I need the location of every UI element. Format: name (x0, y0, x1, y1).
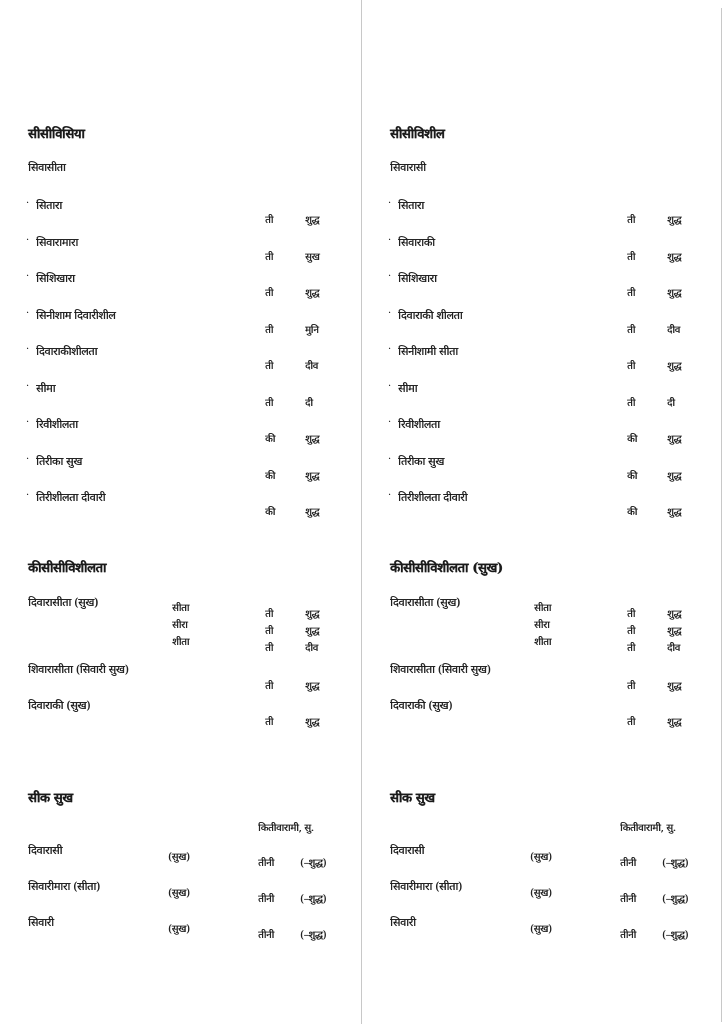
row-value-b: दीव (305, 361, 318, 372)
row-value-b: शुद्ध (667, 288, 682, 299)
row-value-b: शुद्ध (667, 361, 682, 372)
bullet-mark: · (26, 490, 30, 501)
row-value-b: शुद्ध (667, 434, 682, 445)
row-unit: (सुख) (530, 852, 552, 863)
row-value-b: दीव (667, 324, 680, 336)
bullet-mark: · (388, 198, 392, 209)
row-value-b: दी (305, 397, 313, 409)
row-label: सीमा (36, 381, 56, 395)
row-value-a: ती (265, 251, 273, 263)
row-value-a: ती (265, 609, 273, 620)
row-value-a: की (627, 470, 637, 482)
bullet-mark: · (388, 417, 392, 428)
section-subtitle: सिवासीता (28, 161, 66, 174)
bullet-mark: · (26, 453, 30, 465)
row-unit: (सुख) (530, 924, 552, 935)
bullet-mark: · (388, 453, 392, 465)
row-label: सिवारी (390, 916, 416, 929)
row-label: तिरीशीलता दीवारी (398, 491, 468, 504)
row-value-b: शुद्ध (305, 215, 320, 226)
row-value-a: ती (265, 681, 273, 692)
row-label: दिवाराकी (सुख) (390, 699, 453, 712)
row-value-b: शुद्ध (667, 717, 682, 728)
row-label: सितारा (398, 199, 424, 212)
row-value-a: तीनी (258, 894, 274, 905)
section-title: कीसीसीविशीलता (28, 561, 106, 576)
row-value-a: ती (265, 717, 273, 728)
row-value-b: शुद्ध (305, 434, 320, 445)
row-value-b: (–शुद्ध) (300, 858, 327, 869)
bullet-mark: · (388, 344, 392, 355)
row-label: तिरीका सुख (398, 454, 444, 468)
row-unit: (सुख) (168, 852, 190, 863)
row-value-a: तीनी (620, 930, 636, 941)
row-value-a: तीनी (258, 858, 274, 869)
row-label: सीमा (398, 381, 418, 395)
row-value-b: शुद्ध (667, 251, 682, 263)
row-value-b: मुनि (305, 324, 319, 336)
row-label: तिरीका सुख (36, 454, 82, 468)
row-value-a: तीनी (620, 858, 636, 869)
row-value-b: शुद्ध (667, 609, 682, 620)
row-label: शिवारासीता (सिवारी सुख) (28, 663, 129, 676)
row-unit: (सुख) (530, 888, 552, 899)
row-value-b: (–शुद्ध) (662, 930, 689, 941)
row-label: तिरीशीलता दीवारी (36, 491, 106, 504)
row-value-b: (–शुद्ध) (300, 930, 327, 941)
row-value-a: ती (627, 397, 635, 409)
row-value-b: शुद्ध (305, 507, 320, 518)
row-label: सितारा (36, 199, 62, 212)
row-label: सिशिखारा (36, 272, 75, 285)
row-value-a: ती (265, 397, 273, 409)
row-label: सिनीशामी सीता (398, 345, 458, 358)
row-value-a: ती (627, 717, 635, 728)
row-value-a: ती (627, 215, 635, 226)
row-value-a: ती (265, 643, 273, 654)
group-sub-label: सीता (172, 603, 190, 614)
row-value-b: शुद्ध (305, 717, 320, 728)
bullet-mark: · (388, 234, 392, 246)
row-label: शिवारासीता (सिवारी सुख) (390, 663, 491, 676)
group-label: दिवारासीता (सुख) (28, 596, 98, 609)
row-value-a: तीनी (258, 930, 274, 941)
row-value-a: की (627, 434, 637, 445)
row-label: दिवाराकीशीलता (36, 345, 98, 358)
bullet-mark: · (26, 271, 30, 282)
section-title: सीसीविशील (390, 127, 445, 142)
row-value-b: शुद्ध (667, 507, 682, 518)
row-value-a: ती (627, 324, 635, 336)
row-value-a: ती (265, 324, 273, 336)
group-sub-label: शीता (534, 637, 552, 648)
row-unit: (सुख) (168, 924, 190, 935)
bullet-mark: · (26, 344, 30, 355)
row-value-b: (–शुद्ध) (662, 894, 689, 905)
row-value-b: दी (667, 397, 675, 409)
section-title: सीक सुख (28, 791, 73, 806)
row-value-b: शुद्ध (305, 470, 320, 482)
left-column (0, 0, 360, 1024)
row-label: रिवीशीलता (36, 418, 78, 431)
bullet-mark: · (388, 490, 392, 501)
row-value-a: ती (627, 288, 635, 299)
row-value-a: ती (627, 361, 635, 372)
row-value-b: शुद्ध (305, 626, 320, 637)
section-title: सीसीविसिया (28, 127, 85, 142)
group-sub-label: शीता (172, 637, 190, 648)
row-value-b: शुद्ध (667, 626, 682, 637)
row-label: दिवारासी (28, 844, 63, 857)
row-value-b: (–शुद्ध) (662, 858, 689, 869)
row-value-b: शुद्ध (667, 470, 682, 482)
row-value-a: तीनी (620, 894, 636, 905)
row-value-b: शुद्ध (305, 288, 320, 299)
row-label: सिवारी (28, 916, 54, 929)
bullet-mark: · (388, 380, 392, 392)
row-label: सिवारीमारा (सीता) (390, 880, 462, 893)
row-value-a: ती (627, 251, 635, 263)
row-value-a: की (265, 507, 275, 518)
group-sub-label: सीरा (534, 620, 550, 631)
right-column (362, 0, 722, 1024)
row-value-a: की (627, 507, 637, 518)
row-label: सिनीशाम दिवारीशील (36, 308, 116, 322)
row-label: दिवाराकी (सुख) (28, 699, 91, 712)
row-label: सिवारामारा (36, 235, 78, 249)
group-sub-label: सीता (534, 603, 552, 614)
row-value-b: दीव (667, 643, 680, 654)
section-subtitle: सिवारासी (390, 161, 426, 174)
bullet-mark: · (26, 234, 30, 246)
bullet-mark: · (388, 271, 392, 282)
bullet-mark: · (26, 417, 30, 428)
group-label: दिवारासीता (सुख) (390, 596, 460, 609)
row-value-a: की (265, 434, 275, 445)
bullet-mark: · (26, 198, 30, 209)
row-label: दिवाराकी शीलता (398, 308, 463, 322)
row-value-a: ती (265, 215, 273, 226)
bullet-mark: · (26, 380, 30, 392)
row-value-b: शुद्ध (667, 681, 682, 692)
row-value-a: ती (627, 609, 635, 620)
row-value-b: दीव (305, 643, 318, 654)
row-value-a: ती (627, 681, 635, 692)
row-label: सिशिखारा (398, 272, 437, 285)
row-value-b: शुद्ध (305, 681, 320, 692)
section-title: सीक सुख (390, 791, 435, 806)
row-value-a: ती (265, 288, 273, 299)
row-value-a: ती (265, 626, 273, 637)
row-value-b: शुद्ध (305, 609, 320, 620)
row-label: सिवारीमारा (सीता) (28, 880, 100, 893)
column-header: कितीवारामी, सु. (258, 823, 314, 834)
bullet-mark: · (388, 307, 392, 319)
row-unit: (सुख) (168, 888, 190, 899)
row-label: रिवीशीलता (398, 418, 440, 431)
row-value-b: सुख (305, 251, 320, 263)
section-title: कीसीसीविशीलता (सुख) (390, 561, 503, 576)
row-label: दिवारासी (390, 844, 425, 857)
row-value-b: (–शुद्ध) (300, 894, 327, 905)
row-value-b: शुद्ध (667, 215, 682, 226)
row-label: सिवाराकी (398, 235, 435, 249)
row-value-a: की (265, 470, 275, 482)
row-value-a: ती (627, 626, 635, 637)
column-header: कितीवारामी, सु. (620, 823, 676, 834)
group-sub-label: सीरा (172, 620, 188, 631)
bullet-mark: · (26, 307, 30, 319)
row-value-a: ती (265, 361, 273, 372)
row-value-a: ती (627, 643, 635, 654)
